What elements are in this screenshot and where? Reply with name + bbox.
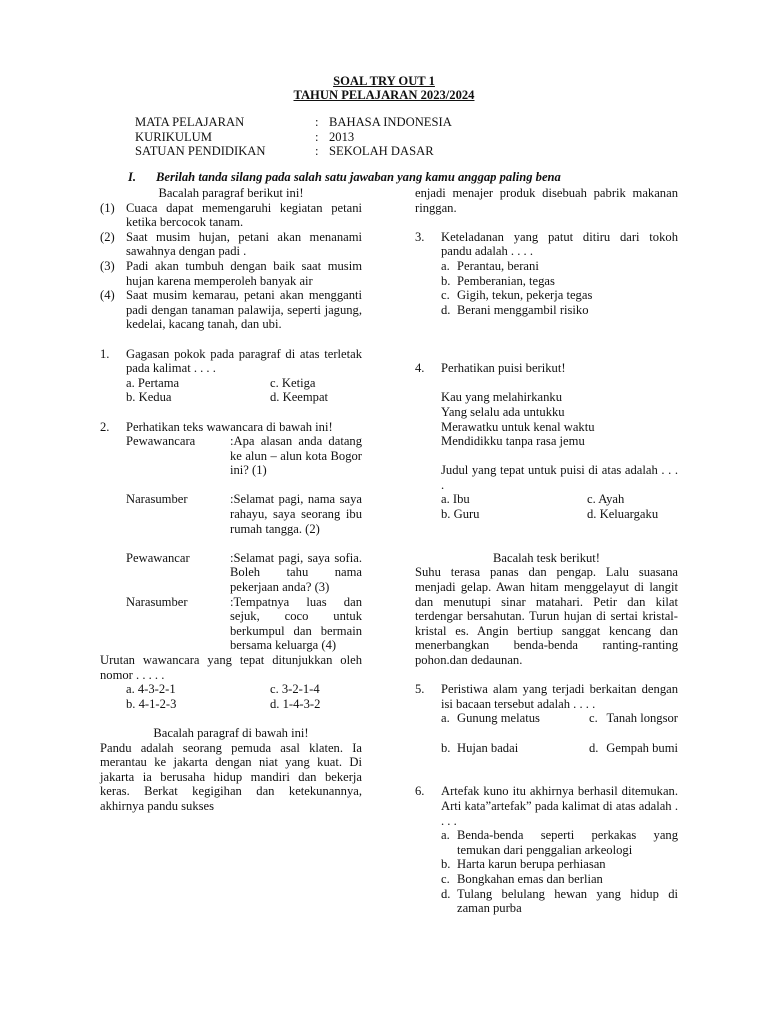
interview-speaker: Pewawancar (126, 550, 190, 565)
section-instruction (128, 170, 768, 185)
paragraph-sentence: (3) Padi akan tumbuh dengan baik saat musim hujan karena memperoleh banyak air (100, 258, 362, 288)
reading-intro: Bacalah tesk berikut! (492, 550, 600, 565)
option-b[interactable]: b. Guru (441, 507, 480, 522)
option-a[interactable]: a. Perantau, berani (441, 258, 539, 273)
option-d[interactable]: d. Keluargaku (587, 507, 659, 522)
paragraph-sentence: (1) Cuaca dapat memengaruhi kegiatan petani ketika bercocok tanam. (100, 200, 362, 230)
answer-options (441, 711, 678, 740)
reading-paragraph: Suhu terasa panas dan pengap. Lalu suasana menjadi gelap. Awan hitam menggelayut di langit dan menutupi sinar matahari. Petir dan kilat terdengar bersahutan. Turun hujan di sertai kristal-kristal es. Angin bertiup sanggat kencang dan menerbangkan benda-benda ranting-ranting pohon.dan dedaunan. (415, 565, 678, 667)
option-d-letter[interactable]: d. (589, 740, 599, 755)
meta-row-school-level: SATUAN PENDIDIKAN : SEKOLAH DASAR (135, 144, 434, 159)
answer-options (441, 741, 678, 770)
meta-key: SATUAN PENDIDIKAN (135, 144, 266, 159)
school-year-title: TAHUN PELAJARAN 2023/2024 (293, 88, 475, 102)
poem-line: Mendidikku tanpa rasa jemu (441, 434, 585, 449)
interview-row (126, 551, 362, 595)
question-3: 3. Keteladanan yang patut ditiru dari tokoh pandu adalah . . . . (415, 229, 678, 259)
interview-row (126, 595, 362, 653)
option-c[interactable]: c. Bongkahan emas dan berlian (441, 871, 603, 886)
option-c[interactable]: c. Gigih, tekun, pekerja tegas (441, 288, 593, 303)
question-4-prompt: Judul yang tepat untuk puisi di atas adalah . . . . (441, 463, 678, 492)
question-6: 6. Artefak kuno itu akhirnya berhasil ditemukan. Arti kata”artefak” pada kalimat di atas adalah . . . . (415, 784, 678, 828)
answer-options (441, 492, 678, 507)
question-1: 1. Gagasan pokok pada paragraf di atas terletak pada kalimat . . . . (100, 346, 362, 376)
interview-speaker: Narasumber (126, 492, 188, 507)
option-b[interactable]: b. Harta karun berupa perhiasan (441, 857, 606, 872)
option-c[interactable]: c. Ayah (587, 492, 625, 507)
reading-paragraph: Pandu adalah seorang pemuda asal klaten. Ia merantau ke jakarta dengan niat yang kuat. Di jakarta ia berusaha hidup mandiri dan bekerja keras. Berkat kegigihan dan ketekunannya, akhirnya pandu sukses (100, 740, 362, 813)
poem-line: Merawatku untuk kenal waktu (441, 419, 595, 434)
option-b[interactable]: b. Kedua (126, 390, 172, 405)
option-d[interactable]: d. Berani menggambil risiko (441, 302, 589, 317)
answer-options (441, 259, 678, 317)
interview-line: :Selamat pagi, nama saya rahayu, saya seorang ibu rumah tangga. (2) (230, 492, 362, 536)
interview-line: :Apa alasan anda datang ke alun – alun kota Bogor ini? (1) (230, 434, 362, 478)
interview-speaker: Pewawancara (126, 434, 196, 449)
option-d[interactable]: d. 1-4-3-2 (270, 696, 321, 711)
answer-options (126, 390, 362, 405)
question-2-prompt: Urutan wawancara yang tepat ditunjukkan oleh nomor . . . . . (100, 653, 362, 682)
interview-speaker: Narasumber (126, 594, 188, 609)
answer-options (126, 376, 362, 391)
option-a[interactable]: a. Gunung melatus (441, 711, 540, 726)
exam-meta (135, 115, 555, 159)
question-4: 4. Perhatikan puisi berikut! (415, 361, 566, 376)
option-a[interactable]: a. Ibu (441, 492, 470, 507)
option-b[interactable]: b. Hujan badai (441, 740, 519, 755)
answer-options (441, 507, 678, 522)
option-b[interactable]: b. 4-1-2-3 (126, 696, 177, 711)
option-d[interactable]: d. Tulang belulang hewan yang hidup di zaman purba (441, 886, 678, 916)
meta-row-curriculum: KURIKULUM : 2013 (135, 129, 355, 144)
interview-line: :Selamat pagi, saya sofia. Boleh tahu nama pekerjaan anda? (3) (230, 550, 362, 595)
meta-value: SEKOLAH DASAR (329, 144, 434, 159)
answer-options (441, 828, 678, 916)
answer-options (126, 697, 362, 712)
meta-value: 2013 (329, 129, 355, 144)
option-a[interactable]: a. Pertama (126, 375, 180, 390)
option-d[interactable]: d. Keempat (270, 390, 329, 405)
meta-key: MATA PELAJARAN (135, 115, 245, 129)
question-5: 5. Peristiwa alam yang terjadi berkaitan dengan isi bacaan tersebut adalah . . . . (415, 682, 678, 711)
left-column (100, 186, 362, 814)
option-c[interactable]: c. 3-2-1-4 (270, 682, 320, 697)
option-b[interactable]: b. Pemberanian, tegas (441, 273, 555, 288)
meta-row-subject: MATA PELAJARAN : BAHASA INDONESIA (135, 115, 452, 129)
option-c[interactable]: c. Ketiga (270, 375, 316, 390)
reading-paragraph-continued: enjadi menajer produk disebuah pabrik makanan ringgan. (415, 186, 678, 215)
poem-line: Kau yang melahirkanku (441, 390, 562, 405)
reading-intro: Bacalah paragraf berikut ini! (158, 186, 304, 200)
exam-title: SOAL TRY OUT 1 (333, 74, 435, 88)
option-c-letter[interactable]: c. (589, 711, 598, 726)
poem (415, 390, 678, 448)
option-c-text[interactable]: Tanah longsor (606, 711, 678, 726)
right-column (415, 186, 678, 916)
paragraph-sentence: (4) Saat musim kemarau, petani akan mengganti padi dengan tanaman palawija, seperti jagung, kedelai, kacang tanah, dan ubi. (100, 288, 362, 332)
interview-line: :Tempatnya luas dan sejuk, coco untuk berkumpul dan bermain bersama keluarga (4) (230, 594, 362, 653)
option-d-text[interactable]: Gempah bumi (606, 740, 678, 755)
interview-row (126, 492, 362, 536)
meta-value: BAHASA INDONESIA (329, 115, 452, 129)
reading-intro: Bacalah paragraf di bawah ini! (153, 725, 309, 740)
poem-line: Yang selalu ada untukku (441, 404, 565, 419)
option-a[interactable]: a. Benda-benda seperti perkakas yang temukan dari penggalian arkeologi (441, 828, 678, 857)
meta-key: KURIKULUM (135, 129, 212, 144)
interview-row (126, 434, 362, 478)
answer-options (126, 682, 362, 697)
question-2: 2. Perhatikan teks wawancara di bawah ini! (100, 419, 333, 434)
section-number: I. (128, 170, 137, 184)
paragraph-sentence: (2) Saat musim hujan, petani akan menanami sawahnya dengan padi . (100, 229, 362, 259)
instruction-text: Berilah tanda silang pada salah satu jawaban yang kamu anggap paling bena (156, 170, 561, 184)
option-a[interactable]: a. 4-3-2-1 (126, 682, 176, 697)
